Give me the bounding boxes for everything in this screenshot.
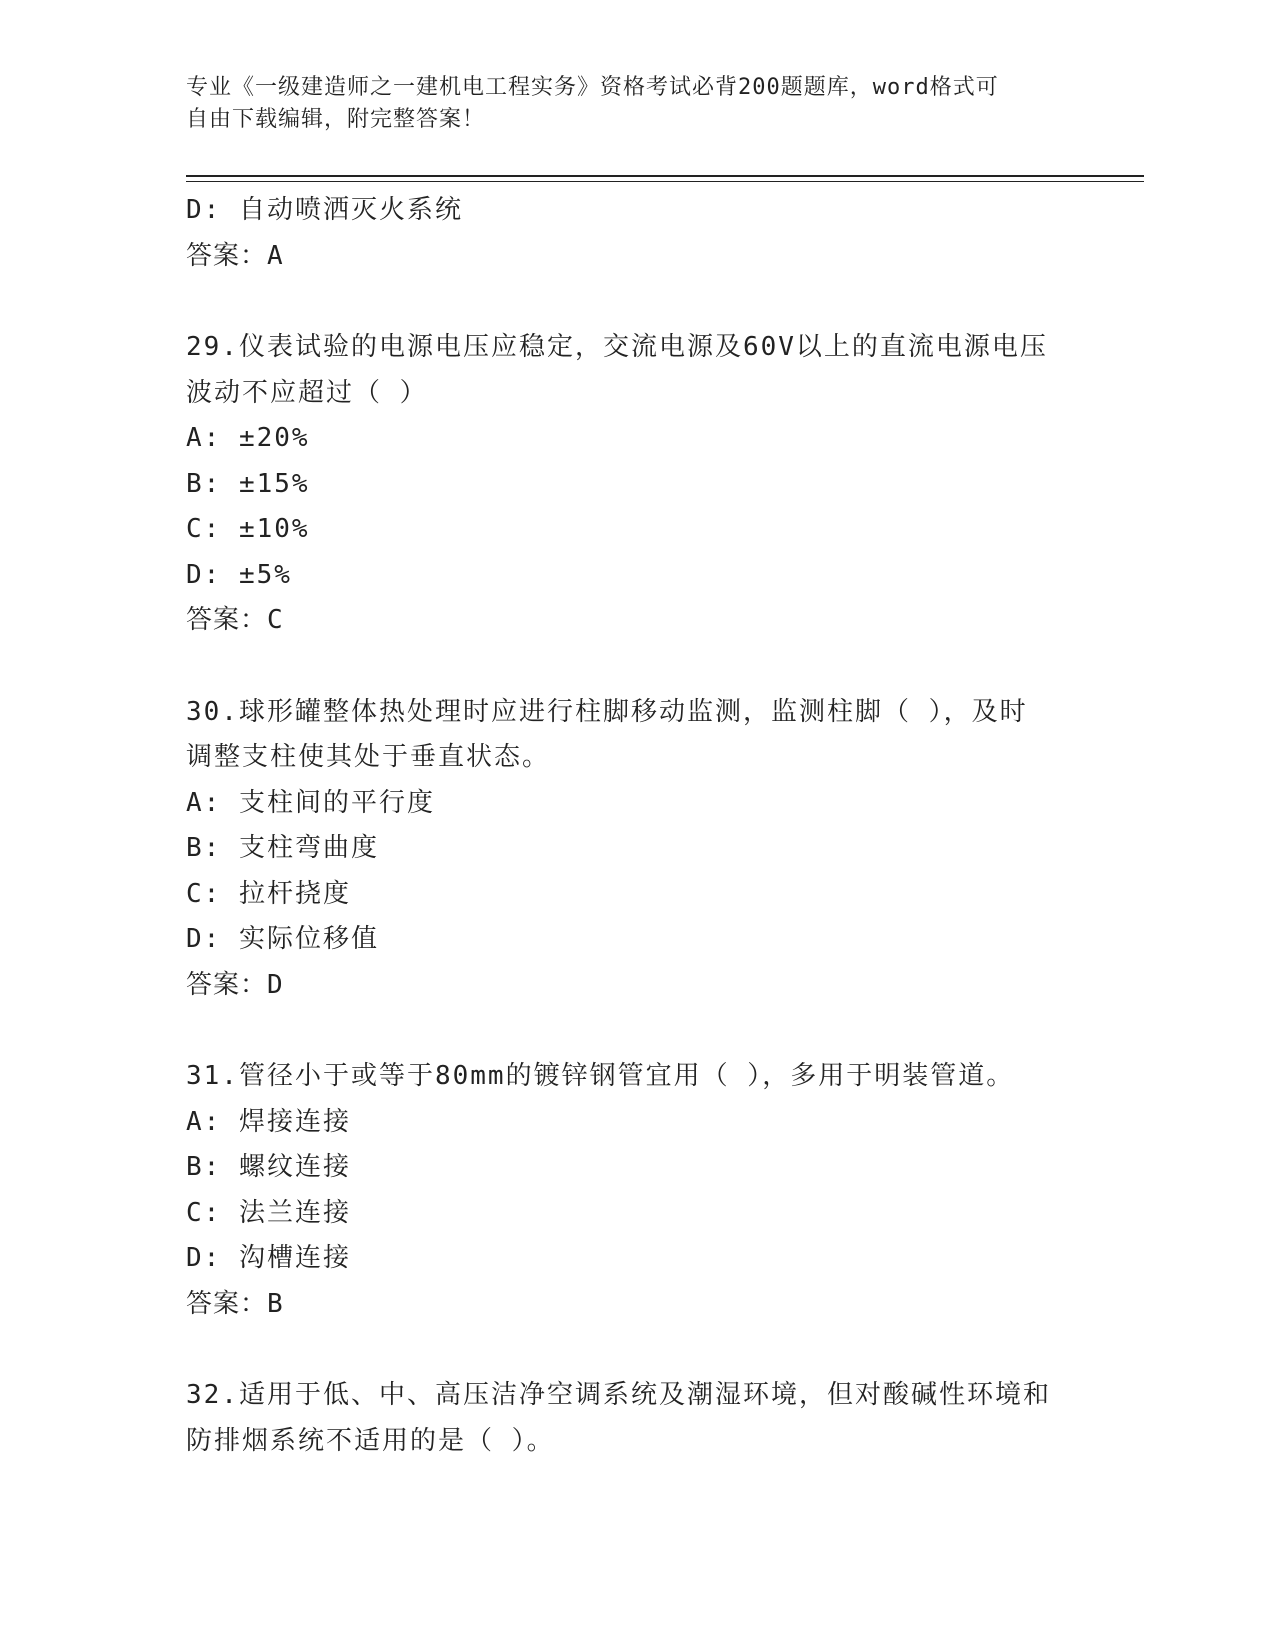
option-a: A: 支柱间的平行度 [186,787,435,818]
previous-question-tail [186,188,1066,279]
option-b: B: ±15% [186,468,310,499]
option-c: C: 拉杆挠度 [186,878,351,909]
question-text-line-1: 30.球形罐整体热处理时应进行柱脚移动监测，监测柱脚（ ），及时 [186,696,1028,727]
question-text-line-2: 防排烟系统不适用的是（ ）。 [186,1425,555,1456]
question-text-line-1: 31.管径小于或等于80mm的镀锌钢管宜用（ ），多用于明装管道。 [186,1061,1015,1091]
option-d: D: 自动喷洒灭火系统 [186,195,463,225]
answer: 答案：D [186,969,284,1000]
option-a: A: 焊接连接 [186,1106,351,1137]
option-d: D: ±5% [186,559,292,590]
question-text-line-2: 波动不应超过（ ） [186,377,428,408]
document-header [186,72,1086,136]
question-text-line-2: 调整支柱使其处于垂直状态。 [186,742,551,772]
header-divider-thick [186,175,1144,177]
question-text-line-1: 29.仪表试验的电源电压应稳定，交流电源及60V以上的直流电源电压 [186,332,1048,362]
option-c: C: 法兰连接 [186,1197,351,1228]
option-d: D: 实际位移值 [186,924,379,954]
answer: 答案：B [186,1288,284,1319]
question-31 [186,1054,1066,1327]
question-30 [186,690,1066,1009]
question-29 [186,325,1066,644]
header-line-1: 专业《一级建造师之一建机电工程实务》资格考试必背200题题库，word格式可 [186,75,999,100]
header-divider-thin [186,181,1144,182]
option-b: B: 支柱弯曲度 [186,833,379,863]
option-b: B: 螺纹连接 [186,1152,351,1182]
option-d: D: 沟槽连接 [186,1243,351,1273]
answer: 答案：A [186,240,284,271]
question-text-line-1: 32.适用于低、中、高压洁净空调系统及潮湿环境，但对酸碱性环境和 [186,1380,1051,1410]
header-line-2: 自由下载编辑，附完整答案！ [186,107,486,132]
answer: 答案：C [186,605,284,635]
question-32 [186,1373,1066,1464]
question-list [186,188,1066,1464]
option-a: A: ±20% [186,423,310,453]
option-c: C: ±10% [186,514,310,544]
